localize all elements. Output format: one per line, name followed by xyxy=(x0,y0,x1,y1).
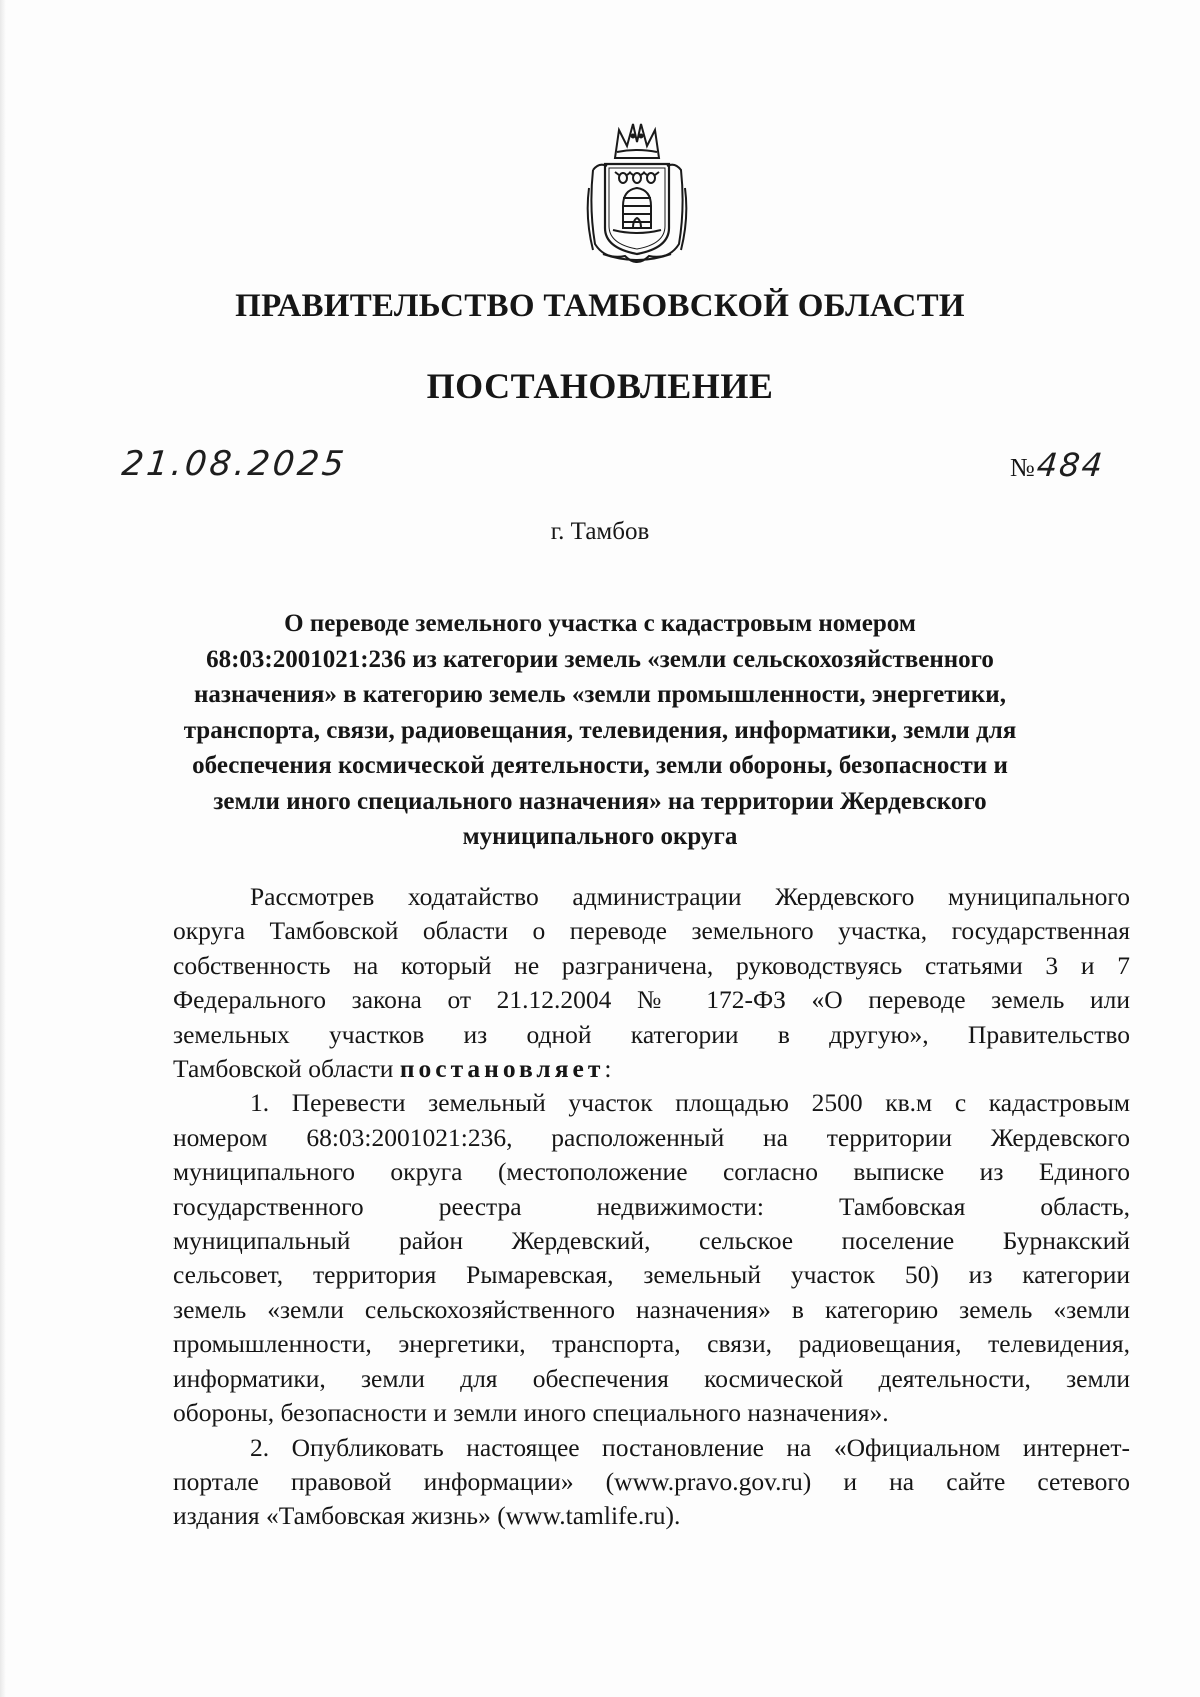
subject-line: обеспечения космической деятельности, земли обороны, безопасности и xyxy=(192,752,1008,779)
resolution-body xyxy=(173,880,1130,1534)
body-line: промышленности, энергетики, транспорта, связи, радиовещания, телевидения, xyxy=(173,1329,1130,1359)
body-line: муниципальный район Жердевский, сельское поселение Бурнакский xyxy=(173,1226,1130,1256)
scan-edge xyxy=(0,0,6,1697)
government-title: ПРАВИТЕЛЬСТВО ТАМБОВСКОЙ ОБЛАСТИ xyxy=(235,288,965,324)
subject-line: О переводе земельного участка с кадастровым номером xyxy=(284,610,916,637)
body-line: издания «Тамбовская жизнь» (www.tamlife.ru). xyxy=(173,1501,681,1531)
body-line: собственность на который не разграничена, руководствуясь статьями 3 и 7 xyxy=(173,950,1130,980)
body-line: 1. Перевести земельный участок площадью 2500 кв.м с кадастровым xyxy=(250,1088,1130,1118)
item-1-paragraph xyxy=(173,1086,1130,1430)
body-line: земель «земли сельскохозяйственного назначения» в категорию земель «земли xyxy=(173,1294,1130,1324)
city-line: г. Тамбов xyxy=(550,518,650,545)
number-label: № xyxy=(1010,453,1035,482)
handwritten-number: 484 xyxy=(1034,446,1106,484)
body-line: земельных участков из одной категории в другую», Правительство xyxy=(173,1019,1130,1049)
subject-line: муниципального округа xyxy=(462,823,738,850)
body-line xyxy=(173,1052,1130,1086)
handwritten-date: 21.08.2025 xyxy=(119,444,349,484)
resolution-subject xyxy=(140,606,1060,855)
body-line: 2. Опубликовать настоящее постановление на «Официальном интернет- xyxy=(250,1432,1130,1462)
preamble-last-text: Тамбовской области xyxy=(173,1054,400,1084)
body-line: Федерального закона от 21.12.2004 № 172-ФЗ «О переводе земель или xyxy=(173,985,1130,1015)
preamble-paragraph xyxy=(173,880,1130,1086)
subject-line: транспорта, связи, радиовещания, телевидения, информатики, земли для xyxy=(183,716,1017,744)
body-line: портале правовой информации» (www.pravo.gov.ru) и на сайте сетевого xyxy=(173,1466,1130,1496)
decree-suffix: : xyxy=(604,1054,612,1084)
document-type-heading: ПОСТАНОВЛЕНИЕ xyxy=(426,366,774,406)
subject-line: 68:03:2001021:236 из категории земель «земли сельскохозяйственного xyxy=(206,645,994,673)
decree-word: постановляет xyxy=(399,1054,605,1084)
body-line: номером 68:03:2001021:236, расположенный на территории Жердевского xyxy=(173,1122,1130,1152)
body-line: государственного реестра недвижимости: Тамбовская область, xyxy=(173,1191,1130,1221)
item-2-paragraph xyxy=(173,1431,1130,1534)
tambov-oblast-coat-of-arms-icon xyxy=(585,118,689,268)
body-line: информатики, земли для обеспечения космической деятельности, земли xyxy=(173,1363,1130,1393)
subject-line: назначения» в категорию земель «земли промышленности, энергетики, xyxy=(194,681,1006,708)
body-line: обороны, безопасности и земли иного специального назначения». xyxy=(173,1398,889,1428)
subject-line: земли иного специального назначения» на территории Жердевского xyxy=(213,787,987,815)
document-number xyxy=(1010,446,1104,484)
body-line: Рассмотрев ходатайство администрации Жердевского муниципального xyxy=(250,882,1130,911)
body-line: муниципального округа (местоположение согласно выписке из Единого xyxy=(173,1157,1130,1187)
body-line: сельсовет, территория Рымаревская, земельный участок 50) из категории xyxy=(173,1260,1130,1290)
body-line: округа Тамбовской области о переводе земельного участка, государственная xyxy=(173,916,1130,946)
